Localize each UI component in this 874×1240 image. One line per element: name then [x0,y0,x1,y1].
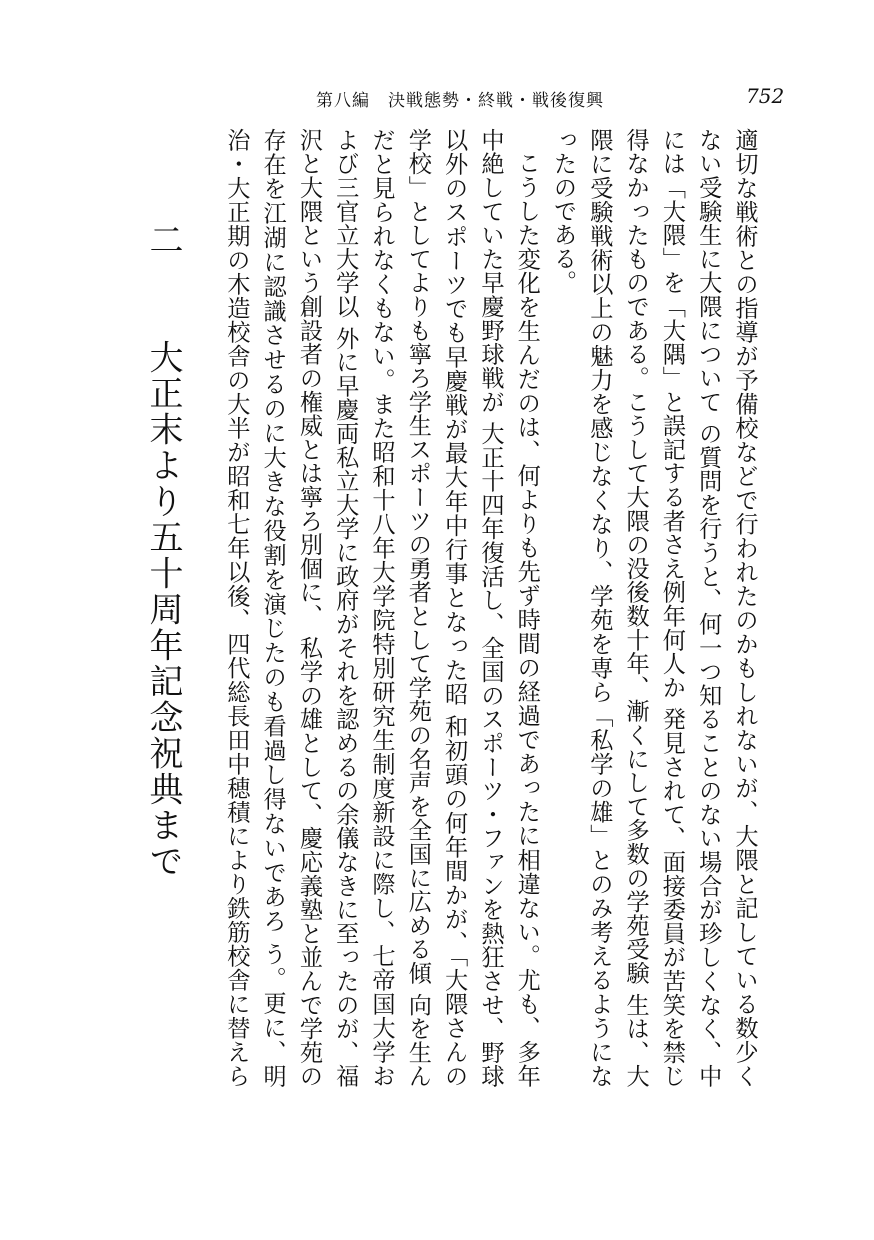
section-number: 二 [143,222,183,258]
section-spacer [143,291,183,327]
section-heading [128,222,188,880]
page-header [0,86,874,116]
paragraph-1: 適切な戦術との指導が予備校などで行われたのかもしれないが、大隈と記している数少くない受験生に大隈について の質問を行うと、何一つ知ることのない場合が珍しくなく、中には「大隈」を「大隅」と誤記する者さえ例年何人か 発見されて、面接委員が苦笑を禁じ得なかったものである。こうして大隈の没後数十年、漸くにして多数の学苑受験 生は、大隈に受験戦術以上の魅力を感じなくなり、学苑を専ら「私学の雄」とのみ考えるようになったのである。 [549,128,758,1088]
page-number: 752 [746,84,785,108]
paragraph-2: こうした変化を生んだのは、何よりも先ず時間の経過であったに相違ない。尤も、多年中絶していた早慶野球戦が 大正十四年復活し、全国のスポーツ・ファンを熱狂させ、野球以外のスポーツでも早慶戦が最大年中行事となった昭 和初頭の何年間かが、「大隈さんの学校」としてよりも寧ろ学生スポーツの勇者として学苑の名声を全国に広める傾 向を生んだと見られなくもない。また昭和十八年大学院特別研究生制度新設に際し、七帝国大学および三官立大学以 外に早慶両私立大学に政府がそれを認めるの余儀なきに至ったのが、福沢と大隈という創設者の権威とは寧ろ別個に、 私学の雄として、慶応義塾と並んで学苑の存在を江湖に認識させるのに大きな役割を演じたのも看過し得ないであろ う。更に、明治・大正期の木造校舎の大半が昭和七年以後、四代総長田中穂積により鉄筋校舎に替えら [222,128,541,1088]
running-head: 第八編 決戦態勢・終戦・戦後復興 [316,91,604,111]
body-text [222,128,762,1088]
section-title: 大正末より五十周年記念祝典まで [143,339,183,880]
